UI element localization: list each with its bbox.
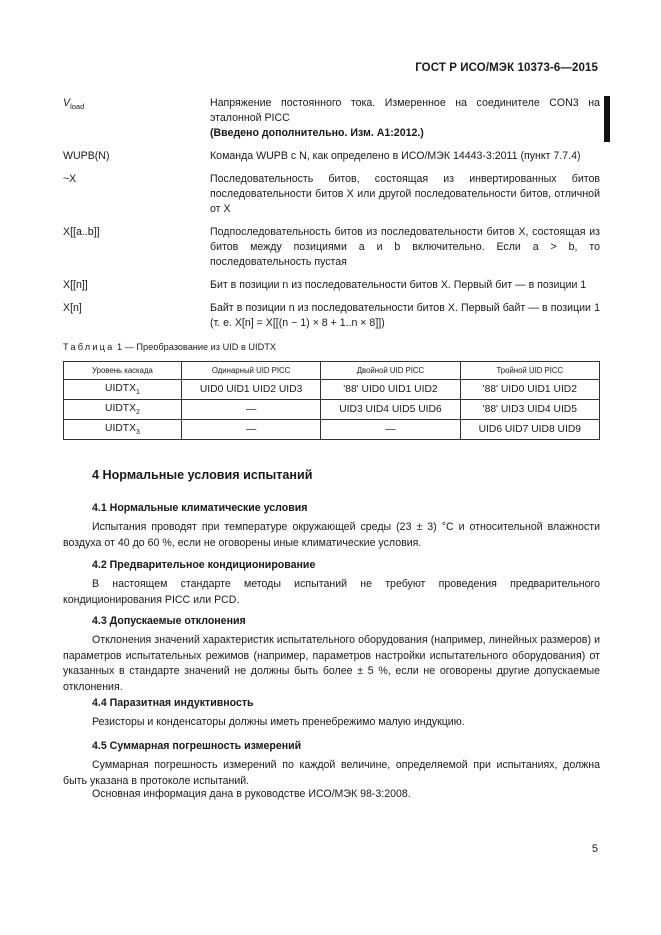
subsection-heading: 4.2 Предварительное кондиционирование [92, 559, 316, 571]
column-header: Тройной UID PICC [460, 362, 599, 380]
level-text: UIDTX [105, 403, 136, 414]
paragraph: Испытания проводят при температуре окружающей среды (23 ± 3) °С и относительной влажности воздуха от 40 до 60 %, если не оговорены иные климатические условия. [63, 521, 600, 549]
definitions-list [63, 96, 600, 339]
table-cell: — [321, 420, 460, 440]
definition-item [63, 96, 600, 141]
table-cell-level [64, 420, 182, 440]
definition-term: ~X [63, 173, 77, 185]
definition-text: Напряжение постоянного тока. Измеренное на соединителе CON3 на эталонной PICC [210, 97, 600, 124]
definition-term: X[[n]] [63, 279, 88, 291]
paragraph: Суммарная погрешность измерений по каждой величине, определяемой при испытаниях, должна быть указана в протоколе испытаний. [63, 759, 600, 787]
definition-desc: Байт в позиции n из последовательности битов X. Первый байт — в позиции 1 (т. е. X[n] = X[[(n − 1) × 8 + 1..n × 8]]) [210, 302, 600, 329]
definition-desc: Последовательность битов, состоящая из инвертированных битов последовательности битов X или другой последовательности битов, отличной от X [210, 173, 600, 215]
definition-item [63, 172, 600, 217]
table-row [64, 400, 600, 420]
table-cell: UID6 UID7 UID8 UID9 [460, 420, 599, 440]
level-text: UIDTX [105, 383, 136, 394]
term-subscript: load [70, 102, 85, 111]
subsection-heading: 4.3 Допускаемые отклонения [92, 615, 246, 627]
section-heading: 4 Нормальные условия испытаний [92, 468, 313, 482]
table-row [64, 420, 600, 440]
table-header-row [64, 362, 600, 380]
change-marker-bar [604, 96, 610, 142]
definition-item [63, 149, 600, 164]
definition-desc: Команда WUPB с N, как определено в ИСО/МЭК 14443-3:2011 (пункт 7.7.4) [210, 150, 581, 162]
table-cell-level [64, 400, 182, 420]
column-header: Двойной UID PICC [321, 362, 460, 380]
definition-desc [210, 96, 600, 141]
table-caption [63, 342, 276, 352]
table-row [64, 380, 600, 400]
paragraph: В настоящем стандарте методы испытаний не требуют проведения предварительного кондиционирования PICC или PCD. [63, 578, 600, 606]
level-subscript: 2 [135, 409, 140, 416]
paragraph: Отклонения значений характеристик испытательного оборудования (например, линейных размеров) и параметров испытательных режимов (например, параметров настройки испытательного оборудования) от указанных в стандарте значений не должны быть более ± 5 %, если не оговорены другие допускаемые отклонения. [63, 634, 600, 693]
document-header: ГОСТ Р ИСО/МЭК 10373-6—2015 [415, 62, 598, 74]
table-cell: '88' UID3 UID4 UID5 [460, 400, 599, 420]
subsection-heading: 4.1 Нормальные климатические условия [92, 502, 308, 514]
table-caption-text: 1 — Преобразование из UID в UIDTX [114, 342, 276, 352]
term-main: V [63, 97, 71, 109]
amendment-note: (Введено дополнительно. Изм. А1:2012.) [210, 127, 424, 139]
table-cell: '88' UID0 UID1 UID2 [460, 380, 599, 400]
level-text: UIDTX [105, 423, 136, 434]
level-subscript: 1 [135, 389, 140, 396]
definition-term [63, 96, 203, 114]
definition-term: WUPB(N) [63, 150, 110, 162]
level-subscript: 3 [135, 429, 140, 436]
paragraph: Основная информация дана в руководстве ИСО/МЭК 98-3:2008. [92, 788, 411, 800]
table-cell: — [181, 420, 320, 440]
column-header: Уровень каскада [64, 362, 182, 380]
page-number: 5 [591, 843, 598, 855]
subsection-heading: 4.5 Суммарная погрешность измерений [92, 740, 302, 752]
table-caption-prefix: Таблица [63, 342, 115, 352]
column-header: Одинарный UID PICC [181, 362, 320, 380]
definition-item [63, 278, 600, 293]
table-cell: UID3 UID4 UID5 UID6 [321, 400, 460, 420]
uid-conversion-table [63, 361, 600, 440]
definition-desc: Подпоследовательность битов из последовательности битов X, состоящая из битов между позициями a и b включительно. Если a > b, то последовательность пустая [210, 226, 600, 268]
definition-desc: Бит в позиции n из последовательности битов X. Первый бит — в позиции 1 [210, 279, 587, 291]
definition-item [63, 301, 600, 331]
table-cell: — [181, 400, 320, 420]
definition-item [63, 225, 600, 270]
paragraph: Резисторы и конденсаторы должны иметь пренебрежимо малую индукцию. [92, 716, 465, 728]
table-cell: '88' UID0 UID1 UID2 [321, 380, 460, 400]
subsection-heading: 4.4 Паразитная индуктивность [92, 697, 254, 709]
table-cell: UID0 UID1 UID2 UID3 [181, 380, 320, 400]
definition-term: X[n] [63, 302, 82, 314]
definition-term: X[[a..b]] [63, 226, 100, 238]
table-cell-level [64, 380, 182, 400]
